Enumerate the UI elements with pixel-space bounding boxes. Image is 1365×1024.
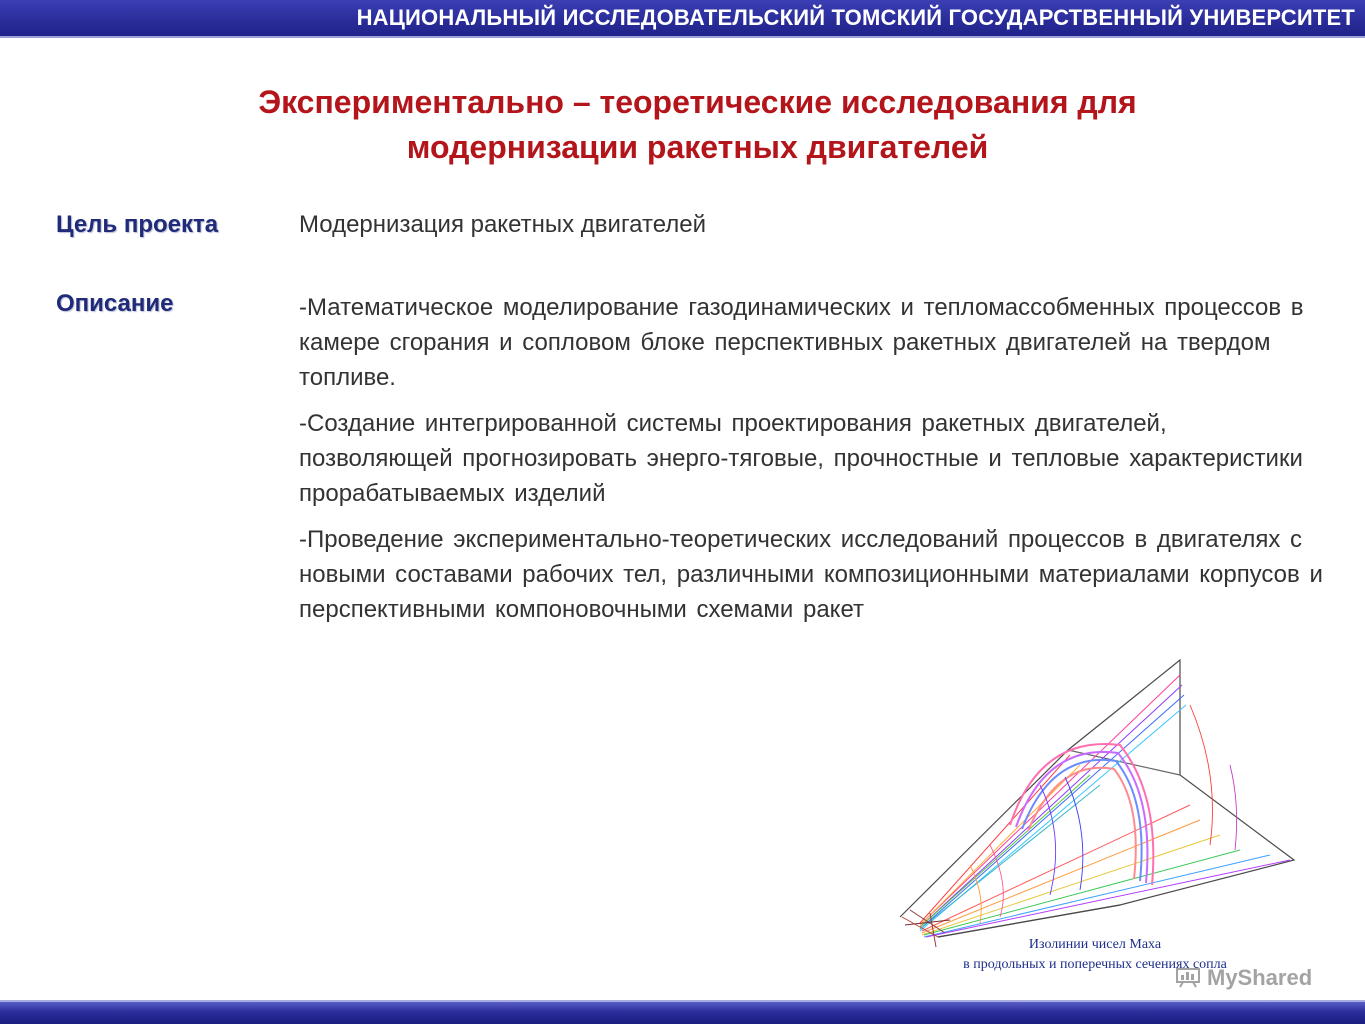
description-list bbox=[299, 290, 1329, 638]
description-item: -Создание интегрированной системы проектирования ракетных двигателей, позволяющей прогнозировать энерго-тяговые, прочностные и тепловые характеристики прорабатываемых изделий bbox=[299, 410, 1303, 507]
nozzle-axis bbox=[938, 905, 1120, 937]
isoline bbox=[920, 755, 1070, 923]
isoline bbox=[924, 855, 1270, 937]
presentation-icon bbox=[1175, 968, 1201, 988]
watermark-text: MyShared bbox=[1207, 965, 1313, 990]
slide-title bbox=[0, 80, 1365, 170]
cross-section-arch bbox=[1010, 744, 1153, 885]
inner-isoline bbox=[1230, 765, 1237, 850]
goal-text: Модернизация ракетных двигателей bbox=[299, 211, 707, 238]
inner-isoline bbox=[1065, 777, 1083, 890]
inner-isoline bbox=[1190, 705, 1213, 845]
university-name: НАЦИОНАЛЬНЫЙ ИССЛЕДОВАТЕЛЬСКИЙ ТОМСКИЙ ГОСУДАРСТВЕННЫЙ УНИВЕРСИТЕТ bbox=[356, 5, 1355, 30]
slide-title-line1: Экспериментально – теоретические исследования для bbox=[258, 84, 1137, 120]
description-item: -Математическое моделирование газодинамических и тепломассобменных процессов в камере сгорания и сопловом блоке перспективных ракетных двигателей на твердом топливе. bbox=[299, 294, 1304, 391]
nozzle-outline bbox=[900, 660, 1294, 937]
goal-label: Цель проекта bbox=[56, 211, 219, 238]
description-label: Описание bbox=[56, 290, 174, 317]
header-bar bbox=[0, 0, 1365, 38]
isoline bbox=[922, 805, 1190, 931]
figure-caption-line2: в продольных и поперечных сечениях сопла bbox=[963, 957, 1227, 972]
slide-title-line2: модернизации ракетных двигателей bbox=[406, 129, 989, 165]
description-item: -Проведение экспериментально-теоретических исследований процессов в двигателях с новыми составами рабочих тел, различными композиционными материалами корпусов и перспективными компоновочными схемами ракет bbox=[299, 526, 1323, 623]
figure-caption-line1: Изолинии чисел Маха bbox=[1028, 937, 1162, 952]
footer-bar bbox=[0, 1000, 1365, 1024]
isoline bbox=[920, 785, 1100, 929]
isoline bbox=[924, 850, 1240, 935]
isoline bbox=[922, 820, 1200, 933]
watermark bbox=[1175, 965, 1312, 991]
